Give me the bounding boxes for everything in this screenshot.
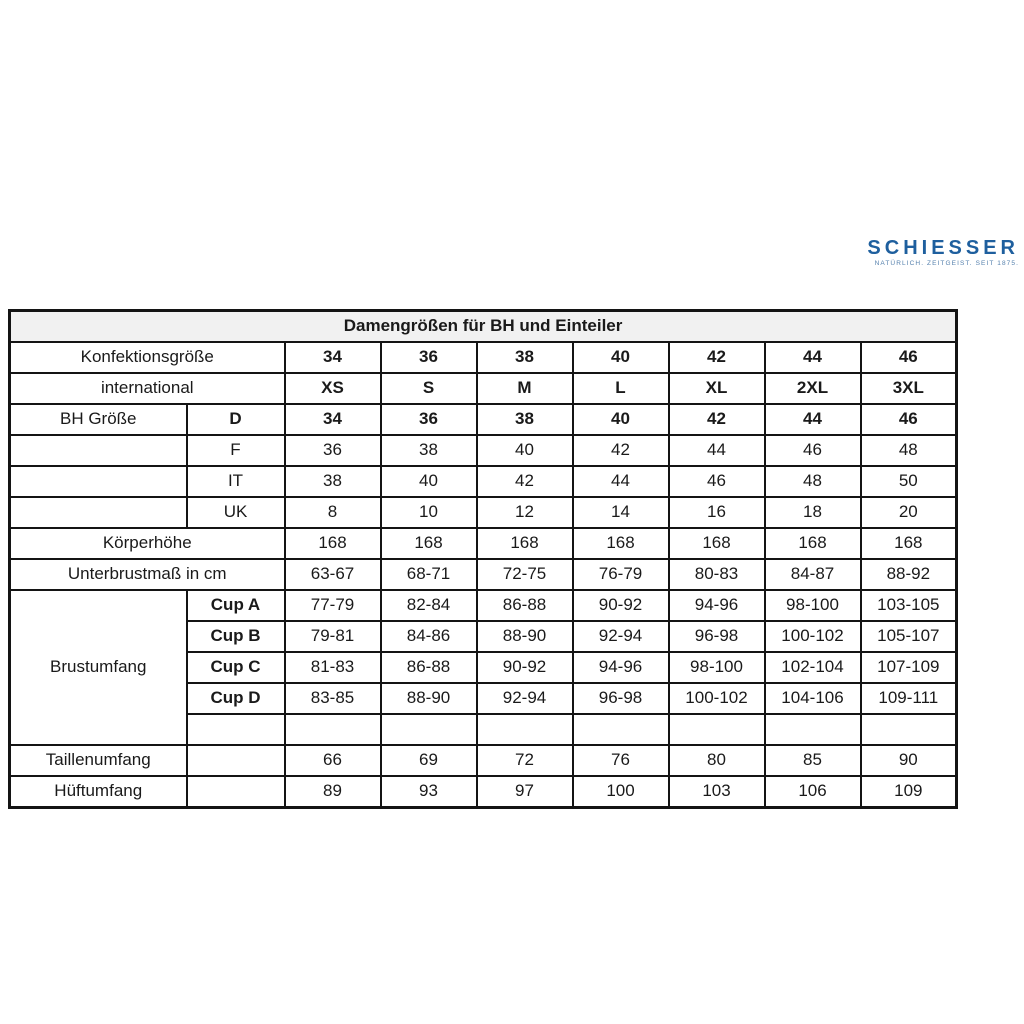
cell-value: 84-86 bbox=[381, 621, 477, 652]
cell-value: 98-100 bbox=[669, 652, 765, 683]
cell-value: 36 bbox=[381, 342, 477, 373]
cell-value: 168 bbox=[381, 528, 477, 559]
cell-value: 76-79 bbox=[573, 559, 669, 590]
cell-value: 104-106 bbox=[765, 683, 861, 714]
cell-value: 98-100 bbox=[765, 590, 861, 621]
cell-value: S bbox=[381, 373, 477, 404]
row-sublabel: F bbox=[187, 435, 285, 466]
cell-value: 168 bbox=[477, 528, 573, 559]
row-label: Unterbrustmaß in cm bbox=[10, 559, 285, 590]
cell-value: 103-105 bbox=[861, 590, 957, 621]
cell-value: M bbox=[477, 373, 573, 404]
cell-value: 80 bbox=[669, 745, 765, 776]
cell-value: 46 bbox=[765, 435, 861, 466]
cell-value: 40 bbox=[477, 435, 573, 466]
cell-value: 10 bbox=[381, 497, 477, 528]
title-row bbox=[10, 311, 957, 343]
cell-value: 100-102 bbox=[669, 683, 765, 714]
empty-cell bbox=[285, 714, 381, 745]
row-label: Brustumfang bbox=[10, 590, 187, 745]
row-konfektionsgroesse bbox=[10, 342, 957, 373]
cell-value: 89 bbox=[285, 776, 381, 808]
row-koerperhoehe bbox=[10, 528, 957, 559]
row-label: Hüftumfang bbox=[10, 776, 187, 808]
cell-value: 109 bbox=[861, 776, 957, 808]
cell-value: 168 bbox=[285, 528, 381, 559]
cell-value: 96-98 bbox=[573, 683, 669, 714]
row-international bbox=[10, 373, 957, 404]
cell-value: 34 bbox=[285, 404, 381, 435]
cell-value: 72 bbox=[477, 745, 573, 776]
cell-value: 168 bbox=[573, 528, 669, 559]
cell-value: 92-94 bbox=[477, 683, 573, 714]
row-sublabel: Cup A bbox=[187, 590, 285, 621]
row-sublabel: Cup C bbox=[187, 652, 285, 683]
cell-value: 82-84 bbox=[381, 590, 477, 621]
cell-value: 102-104 bbox=[765, 652, 861, 683]
cell-value: 44 bbox=[765, 342, 861, 373]
cell-value: 96-98 bbox=[669, 621, 765, 652]
cell-value: 94-96 bbox=[669, 590, 765, 621]
cell-value: 38 bbox=[285, 466, 381, 497]
row-sublabel: D bbox=[187, 404, 285, 435]
empty-cell bbox=[187, 745, 285, 776]
cell-value: 86-88 bbox=[477, 590, 573, 621]
row-bh-groesse-uk bbox=[10, 497, 957, 528]
cell-value: 44 bbox=[765, 404, 861, 435]
row-bh-groesse-f bbox=[10, 435, 957, 466]
cell-value: 168 bbox=[765, 528, 861, 559]
cell-value: 40 bbox=[381, 466, 477, 497]
row-sublabel: Cup D bbox=[187, 683, 285, 714]
row-taillenumfang bbox=[10, 745, 957, 776]
cell-value: 168 bbox=[861, 528, 957, 559]
cell-value: 84-87 bbox=[765, 559, 861, 590]
cell-value: 93 bbox=[381, 776, 477, 808]
size-table-body bbox=[10, 311, 957, 808]
cell-value: 42 bbox=[669, 342, 765, 373]
brand-name: SCHIESSER bbox=[867, 237, 1019, 259]
cell-value: 38 bbox=[477, 342, 573, 373]
cell-value: 106 bbox=[765, 776, 861, 808]
size-table bbox=[8, 309, 958, 809]
cell-value: XS bbox=[285, 373, 381, 404]
cell-value: 46 bbox=[861, 342, 957, 373]
cell-value: 83-85 bbox=[285, 683, 381, 714]
cell-value: 88-90 bbox=[381, 683, 477, 714]
cell-value: 46 bbox=[861, 404, 957, 435]
cell-value: 44 bbox=[573, 466, 669, 497]
empty-cell bbox=[10, 497, 187, 528]
row-label: Konfektionsgröße bbox=[10, 342, 285, 373]
cell-value: 85 bbox=[765, 745, 861, 776]
cell-value: 79-81 bbox=[285, 621, 381, 652]
cell-value: 34 bbox=[285, 342, 381, 373]
cell-value: 80-83 bbox=[669, 559, 765, 590]
cell-value: 88-90 bbox=[477, 621, 573, 652]
cell-value: 107-109 bbox=[861, 652, 957, 683]
cell-value: 63-67 bbox=[285, 559, 381, 590]
cell-value: 90-92 bbox=[477, 652, 573, 683]
cell-value: 100-102 bbox=[765, 621, 861, 652]
cell-value: 44 bbox=[669, 435, 765, 466]
cell-value: 12 bbox=[477, 497, 573, 528]
cell-value: 90 bbox=[861, 745, 957, 776]
cell-value: 103 bbox=[669, 776, 765, 808]
cell-value: 42 bbox=[477, 466, 573, 497]
cell-value: 66 bbox=[285, 745, 381, 776]
cell-value: 36 bbox=[285, 435, 381, 466]
cell-value: 105-107 bbox=[861, 621, 957, 652]
cell-value: 38 bbox=[381, 435, 477, 466]
row-sublabel: IT bbox=[187, 466, 285, 497]
empty-cell bbox=[477, 714, 573, 745]
empty-cell bbox=[10, 466, 187, 497]
cell-value: 18 bbox=[765, 497, 861, 528]
cell-value: 81-83 bbox=[285, 652, 381, 683]
brand-logo bbox=[867, 238, 1019, 268]
cell-value: 69 bbox=[381, 745, 477, 776]
row-sublabel: Cup B bbox=[187, 621, 285, 652]
cell-value: L bbox=[573, 373, 669, 404]
cell-value: 109-111 bbox=[861, 683, 957, 714]
empty-cell bbox=[187, 776, 285, 808]
cell-value: 3XL bbox=[861, 373, 957, 404]
cell-value: 36 bbox=[381, 404, 477, 435]
cell-value: 88-92 bbox=[861, 559, 957, 590]
row-sublabel: UK bbox=[187, 497, 285, 528]
cell-value: 68-71 bbox=[381, 559, 477, 590]
row-unterbrustmass bbox=[10, 559, 957, 590]
cell-value: 42 bbox=[573, 435, 669, 466]
cell-value: 168 bbox=[669, 528, 765, 559]
cell-value: 2XL bbox=[765, 373, 861, 404]
row-label: international bbox=[10, 373, 285, 404]
empty-cell bbox=[573, 714, 669, 745]
cell-value: 92-94 bbox=[573, 621, 669, 652]
empty-cell bbox=[861, 714, 957, 745]
row-hueftumfang bbox=[10, 776, 957, 808]
cell-value: XL bbox=[669, 373, 765, 404]
cell-value: 90-92 bbox=[573, 590, 669, 621]
row-bh-groesse-it bbox=[10, 466, 957, 497]
cell-value: 14 bbox=[573, 497, 669, 528]
cell-value: 8 bbox=[285, 497, 381, 528]
cell-value: 48 bbox=[765, 466, 861, 497]
cell-value: 16 bbox=[669, 497, 765, 528]
cell-value: 97 bbox=[477, 776, 573, 808]
cell-value: 77-79 bbox=[285, 590, 381, 621]
empty-cell bbox=[187, 714, 285, 745]
row-label: Körperhöhe bbox=[10, 528, 285, 559]
cell-value: 50 bbox=[861, 466, 957, 497]
empty-cell bbox=[669, 714, 765, 745]
cell-value: 72-75 bbox=[477, 559, 573, 590]
cell-value: 48 bbox=[861, 435, 957, 466]
cell-value: 76 bbox=[573, 745, 669, 776]
brand-tagline: NATÜRLICH. ZEITGEIST. SEIT 1875. bbox=[874, 260, 1019, 267]
cell-value: 20 bbox=[861, 497, 957, 528]
row-bh-groesse-d bbox=[10, 404, 957, 435]
cell-value: 86-88 bbox=[381, 652, 477, 683]
empty-cell bbox=[381, 714, 477, 745]
cell-value: 38 bbox=[477, 404, 573, 435]
row-cup-a bbox=[10, 590, 957, 621]
row-label: BH Größe bbox=[10, 404, 187, 435]
empty-cell bbox=[10, 435, 187, 466]
cell-value: 46 bbox=[669, 466, 765, 497]
cell-value: 100 bbox=[573, 776, 669, 808]
cell-value: 40 bbox=[573, 404, 669, 435]
cell-value: 94-96 bbox=[573, 652, 669, 683]
row-label: Taillenumfang bbox=[10, 745, 187, 776]
cell-value: 40 bbox=[573, 342, 669, 373]
cell-value: 42 bbox=[669, 404, 765, 435]
empty-cell bbox=[765, 714, 861, 745]
table-title: Damengrößen für BH und Einteiler bbox=[10, 311, 957, 343]
